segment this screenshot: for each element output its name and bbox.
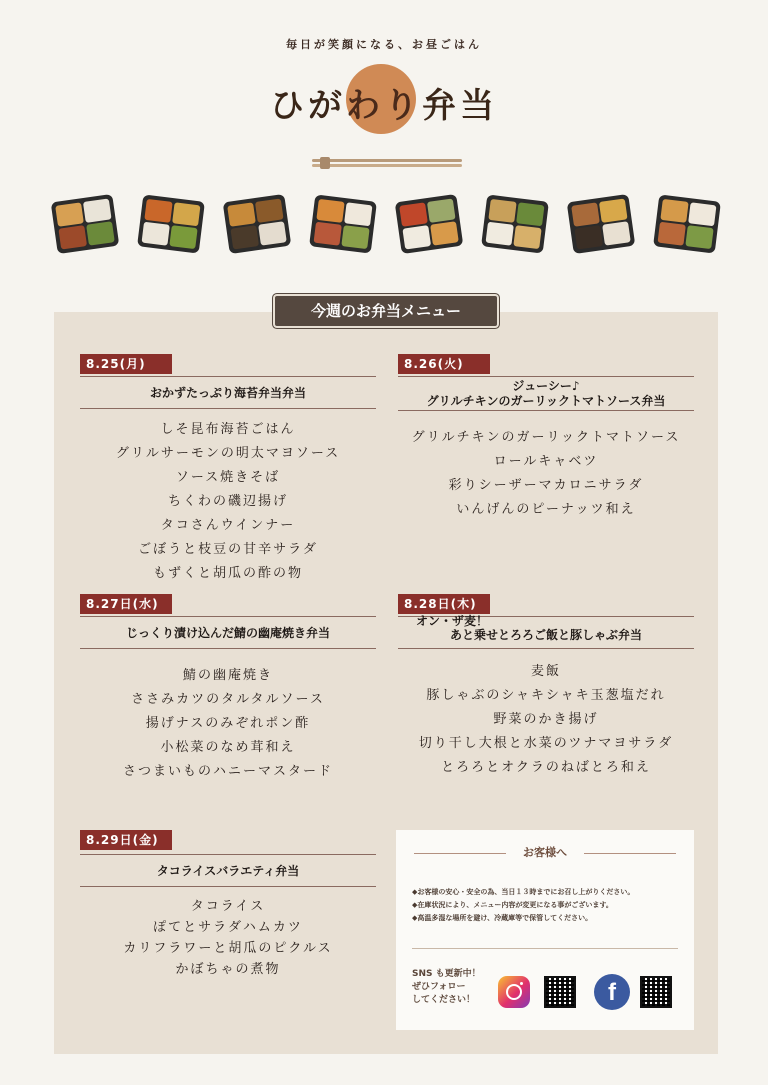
item-list — [80, 664, 376, 784]
list-item: タコライス — [190, 899, 266, 914]
divider — [80, 854, 376, 855]
list-item: 小松菜のなめ茸和え — [160, 740, 296, 755]
list-item: いんげんのピーナッツ和え — [456, 502, 636, 517]
chopsticks-icon — [312, 157, 462, 169]
bento-photo — [395, 194, 464, 254]
day-wednesday — [80, 594, 376, 794]
list-item: タコさんウインナー — [160, 518, 296, 533]
sns-line: ぜひフォロー — [412, 982, 466, 992]
bento-photo — [137, 194, 205, 253]
divider — [80, 376, 376, 377]
list-item: ぽてとサラダハムカツ — [153, 920, 303, 935]
list-item: ごぼうと枝豆の甘辛サラダ — [138, 542, 318, 557]
tagline: 毎日が笑顔になる、お昼ごはん — [286, 38, 482, 51]
notice-item: ◆お客様の安心・安全の為、当日１３時までにお召し上がりください。 — [412, 888, 635, 896]
list-item: 彩りシーザーマカロニサラダ — [448, 478, 644, 493]
bento-title-line-1: ジューシー♪ — [512, 379, 580, 393]
day-thursday — [398, 594, 694, 794]
day-friday — [80, 830, 376, 990]
list-item: ささみカツのタルタルソース — [131, 692, 325, 707]
menu-title: 今週のお弁当メニュー — [275, 296, 497, 326]
list-item: かぼちゃの煮物 — [175, 962, 281, 977]
list-item: さつまいものハニーマスタード — [122, 764, 333, 779]
logo-part-3: 弁当 — [422, 86, 498, 126]
divider — [398, 376, 694, 377]
bento-photo — [481, 194, 549, 253]
logo-part-1: ひが — [270, 86, 346, 126]
notice-list — [412, 886, 682, 925]
list-item: 切り干し大根と水菜のツナマヨサラダ — [418, 736, 674, 751]
list-item: ちくわの磯辺揚げ — [167, 494, 288, 509]
day-date: 8.28日(木) — [398, 594, 490, 614]
logo — [0, 78, 768, 127]
day-tuesday — [398, 354, 694, 534]
list-item: とろろとオクラのねばとろ和え — [441, 760, 651, 775]
divider — [80, 616, 376, 617]
notice-item: ◆在庫状況により、メニュー内容が変更になる事がございます。 — [412, 901, 613, 909]
day-date: 8.26(火) — [398, 354, 490, 374]
bento-title-line-1: オン・ザ麦！ — [416, 614, 489, 628]
sns-line: してください！ — [412, 995, 476, 1005]
bento-photo — [567, 194, 636, 254]
bento-title: タコライスバラエティ弁当 — [156, 864, 300, 878]
list-item: 揚げナスのみぞれポン酢 — [145, 716, 311, 731]
divider — [80, 648, 376, 649]
notice-item: ◆高温多湿な場所を避け、冷蔵庫等で保管してください。 — [412, 914, 593, 922]
bento-photo — [653, 194, 721, 253]
list-item: 鯖の幽庵焼き — [182, 668, 273, 683]
divider — [80, 886, 376, 887]
list-item: グリルチキンのガーリックトマトソース — [411, 430, 681, 445]
bento-photo-row — [54, 198, 718, 262]
facebook-icon[interactable]: f — [594, 974, 630, 1010]
day-monday — [80, 354, 376, 584]
list-item: 野菜のかき揚げ — [493, 712, 599, 727]
item-list — [398, 426, 694, 522]
list-item: もずくと胡瓜の酢の物 — [152, 566, 303, 581]
bento-photo — [309, 194, 377, 253]
day-date: 8.29日(金) — [80, 830, 172, 850]
customer-notice — [396, 830, 694, 1030]
day-date: 8.25(月) — [80, 354, 172, 374]
list-item: しそ昆布海苔ごはん — [160, 422, 296, 437]
item-list — [80, 418, 376, 586]
divider — [398, 410, 694, 411]
bento-photo — [223, 194, 292, 254]
bento-title-line-2: グリルチキンのガーリックトマトソース弁当 — [426, 394, 666, 408]
qr-code-icon[interactable] — [640, 976, 672, 1008]
bento-title: じっくり漬け込んだ鯖の幽庵焼き弁当 — [125, 626, 330, 640]
item-list — [80, 896, 376, 980]
bento-photo — [51, 194, 120, 254]
divider — [80, 408, 376, 409]
list-item: ロールキャベツ — [493, 454, 599, 469]
notice-heading: お客様へ — [523, 846, 567, 859]
list-item: ソース焼きそば — [175, 470, 281, 485]
instagram-icon[interactable] — [498, 976, 530, 1008]
list-item: 麦飯 — [530, 664, 561, 679]
logo-part-2: わり — [346, 86, 422, 126]
sns-message — [412, 968, 481, 1007]
item-list — [398, 660, 694, 780]
bento-title: おかずたっぷり海苔弁当弁当 — [149, 386, 306, 400]
divider — [412, 948, 678, 949]
list-item: グリルサーモンの明太マヨソース — [115, 446, 341, 461]
divider — [584, 853, 676, 854]
list-item: カリフラワーと胡瓜のピクルス — [123, 941, 333, 956]
qr-code-icon[interactable] — [544, 976, 576, 1008]
list-item: 豚しゃぶのシャキシャキ玉葱塩だれ — [426, 688, 666, 703]
divider — [398, 648, 694, 649]
day-date: 8.27日(水) — [80, 594, 172, 614]
sns-line: SNS も更新中！ — [412, 969, 481, 979]
bento-title-line-2: あと乗せとろろご飯と豚しゃぶ弁当 — [449, 628, 642, 642]
